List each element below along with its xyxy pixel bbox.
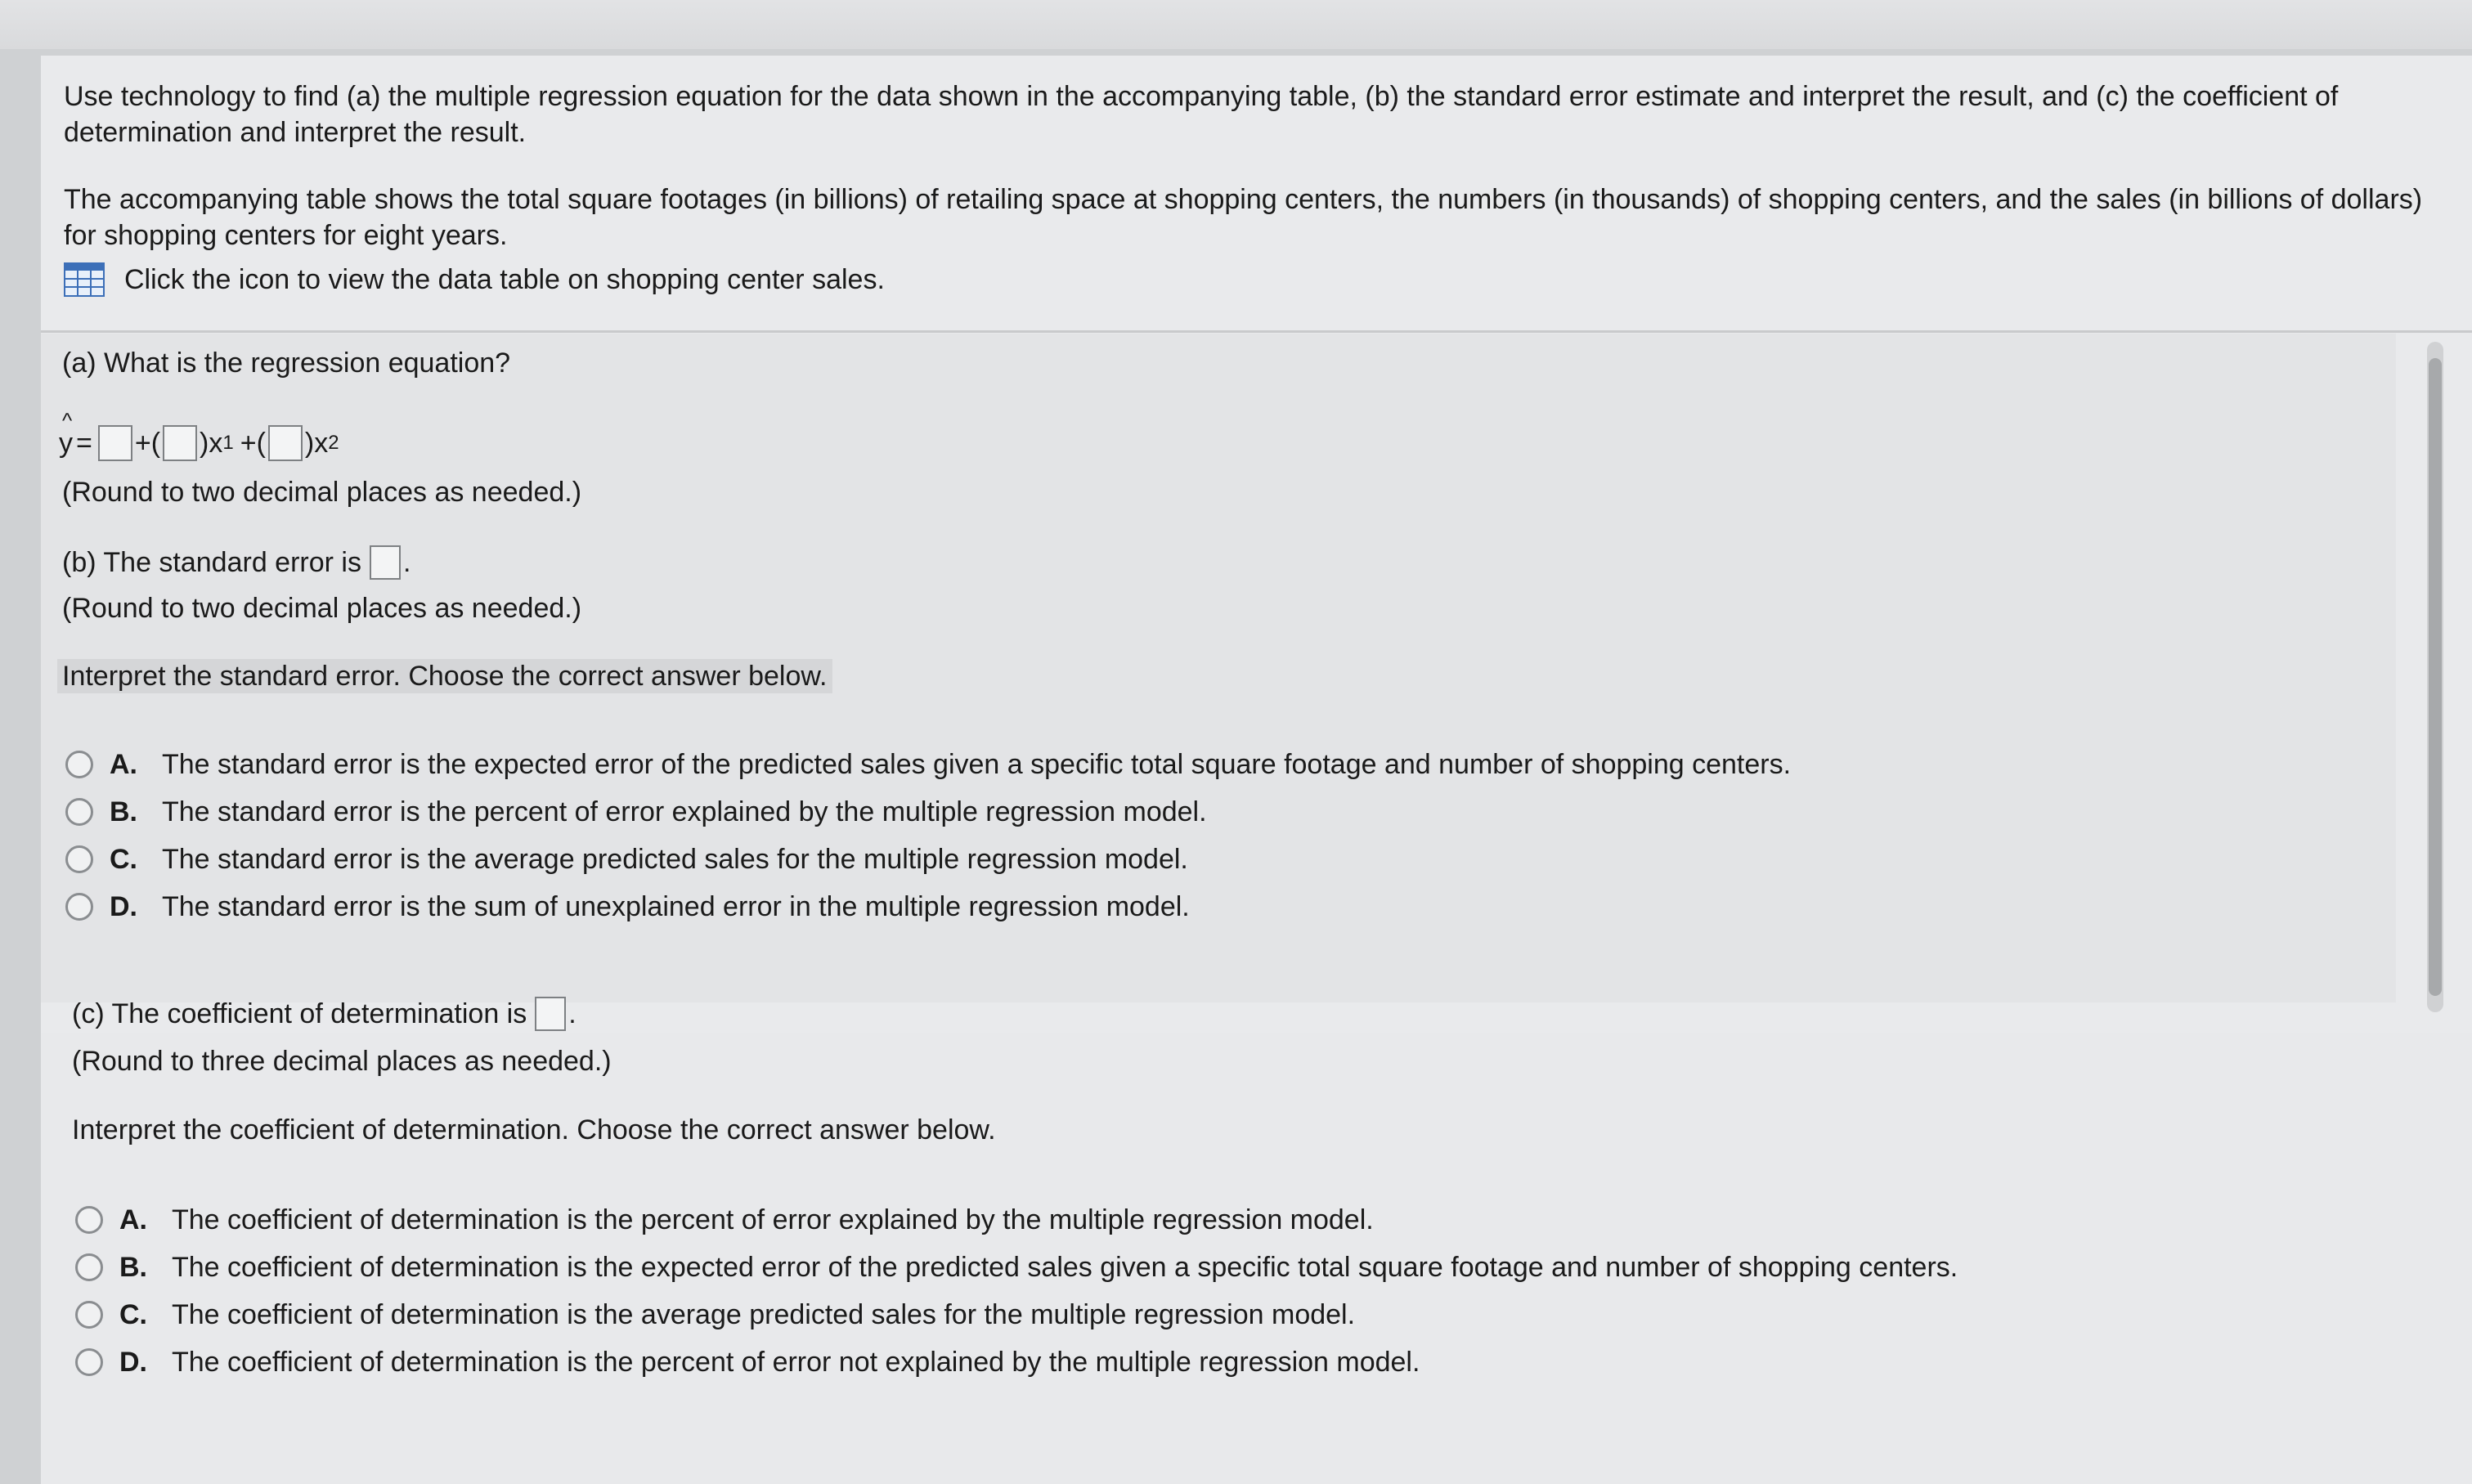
part-b-option-a[interactable] — [65, 741, 1791, 788]
option-letter: B. — [110, 796, 137, 827]
radio-button[interactable] — [75, 1301, 103, 1329]
coefficient-x2-input[interactable] — [268, 425, 303, 461]
part-c-interpret-prompt: Interpret the coefficient of determination. Choose the correct answer below. — [72, 1114, 996, 1146]
data-table-link[interactable] — [64, 262, 2435, 298]
part-b-period: . — [402, 547, 411, 578]
option-text[interactable]: The standard error is the average predicted sales for the multiple regression model. — [162, 843, 1188, 875]
coefficient-of-determination-input[interactable] — [535, 997, 566, 1031]
part-b-option-b[interactable] — [65, 788, 1791, 836]
data-table-link-text[interactable]: Click the icon to view the data table on shopping center sales. — [124, 264, 885, 295]
part-c-question: (c) The coefficient of determination is — [72, 998, 527, 1029]
option-letter: C. — [119, 1298, 147, 1330]
close-paren-2: ) — [304, 427, 315, 459]
option-text[interactable]: The coefficient of determination is the expected error of the predicted sales given a specific total square footage and number of shopping centers. — [172, 1251, 1958, 1283]
radio-button[interactable] — [65, 798, 93, 826]
option-letter: B. — [119, 1251, 147, 1283]
part-c-option-d[interactable] — [75, 1338, 1958, 1386]
part-b-question-row — [62, 545, 411, 581]
radio-button[interactable] — [65, 751, 93, 778]
intercept-input[interactable] — [98, 425, 132, 461]
regression-equation — [59, 425, 339, 461]
scrollbar-thumb[interactable] — [2429, 358, 2442, 996]
part-c-options — [75, 1196, 1958, 1386]
x1-variable: x — [209, 427, 223, 459]
question-page — [41, 56, 2472, 1484]
part-b-options — [65, 741, 1791, 930]
data-table-icon[interactable] — [64, 262, 105, 297]
open-paren-2: ( — [256, 427, 266, 459]
photo-background — [0, 0, 2472, 49]
option-text[interactable]: The coefficient of determination is the percent of error not explained by the multiple regression model. — [172, 1346, 1420, 1378]
instruction-text: Use technology to find (a) the multiple regression equation for the data shown in the accompanying table, (b) the standard error estimate and interpret the result, and (c) the coefficient of determination and interpret the result. — [64, 81, 2339, 148]
option-text[interactable]: The standard error is the expected error of the predicted sales given a specific total square footage and number of shopping centers. — [162, 748, 1792, 780]
part-c-option-c[interactable] — [75, 1291, 1958, 1338]
part-a-round-note: (Round to two decimal places as needed.) — [62, 477, 582, 508]
option-letter: A. — [119, 1204, 147, 1235]
option-letter: A. — [110, 748, 137, 780]
coefficient-x1-input[interactable] — [163, 425, 197, 461]
part-b-interpret-text: Interpret the standard error. Choose the correct answer below. — [57, 659, 832, 693]
x1-subscript: 1 — [222, 432, 234, 454]
y-hat-symbol: ^ y — [59, 428, 73, 460]
x2-subscript: 2 — [328, 432, 339, 454]
plus-sign-1: + — [134, 427, 151, 459]
option-letter: D. — [119, 1346, 147, 1378]
part-c-period: . — [568, 998, 577, 1029]
radio-button[interactable] — [75, 1253, 103, 1281]
open-paren-1: ( — [150, 427, 161, 459]
option-text[interactable]: The coefficient of determination is the average predicted sales for the multiple regression model. — [172, 1298, 1356, 1330]
part-c-round-note: (Round to three decimal places as needed.) — [72, 1046, 612, 1077]
section-divider — [41, 330, 2472, 333]
standard-error-input[interactable] — [370, 545, 401, 580]
part-b-option-c[interactable] — [65, 836, 1791, 883]
radio-button[interactable] — [75, 1348, 103, 1376]
scrollbar[interactable] — [2427, 342, 2443, 1012]
part-c-question-row — [72, 996, 577, 1032]
option-text[interactable]: The coefficient of determination is the percent of error explained by the multiple regression model. — [172, 1204, 1374, 1235]
option-text[interactable]: The standard error is the sum of unexplained error in the multiple regression model. — [162, 890, 1190, 922]
part-c-option-b[interactable] — [75, 1244, 1958, 1291]
intro-section — [64, 78, 2435, 298]
equals-sign: = — [76, 427, 92, 459]
option-letter: C. — [110, 843, 137, 875]
description-text: The accompanying table shows the total square footages (in billions) of retailing space at shopping centers, the numbers (in thousands) of shopping centers, and the sales (in billions of dollars) for shopping centers for eight years. — [64, 184, 2423, 251]
part-c-option-a[interactable] — [75, 1196, 1958, 1244]
x2-variable: x — [314, 427, 329, 459]
radio-button[interactable] — [65, 845, 93, 873]
close-paren-1: ) — [200, 427, 209, 459]
radio-button[interactable] — [75, 1206, 103, 1234]
part-b-interpret-prompt — [57, 658, 832, 694]
part-b-question: (b) The standard error is — [62, 547, 361, 578]
radio-button[interactable] — [65, 893, 93, 921]
part-b-round-note: (Round to two decimal places as needed.) — [62, 593, 582, 624]
plus-sign-2: + — [240, 427, 257, 459]
option-text[interactable]: The standard error is the percent of error explained by the multiple regression model. — [162, 796, 1207, 827]
part-b-option-d[interactable] — [65, 883, 1791, 930]
option-letter: D. — [110, 890, 137, 922]
part-a-question: (a) What is the regression equation? — [62, 347, 511, 379]
